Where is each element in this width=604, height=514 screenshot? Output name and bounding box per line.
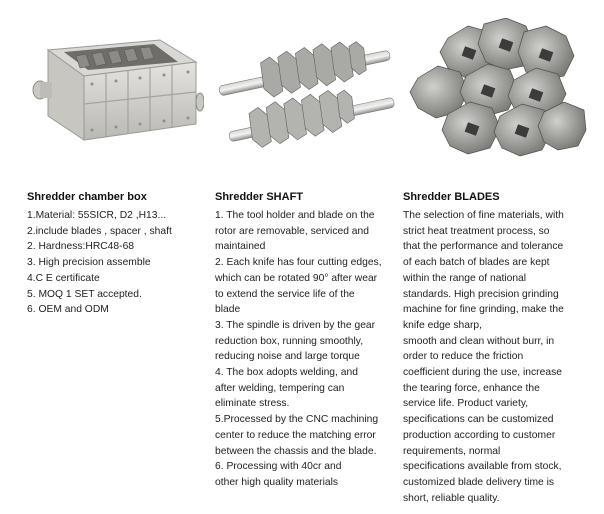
list-item: 4.C E certificate xyxy=(27,272,100,284)
list-item: service life. Product variety, xyxy=(403,398,529,410)
list-item: short, reliable quality. xyxy=(403,492,500,504)
list-item: reduction box, running smoothly, xyxy=(215,335,364,347)
list-item: rotor are removable, serviced and xyxy=(215,225,369,237)
list-item: blade xyxy=(215,304,241,316)
shaft-description xyxy=(215,208,382,491)
list-item: 2. Each knife has four cutting edges, xyxy=(215,257,382,269)
shaft-heading: Shredder SHAFT xyxy=(215,191,304,203)
list-item: 2.include blades , spacer , shaft xyxy=(27,225,172,237)
list-item: order to reduce the friction xyxy=(403,351,524,363)
list-item: reducing noise and large torque xyxy=(215,351,360,363)
list-item: 1.Material: 55SICR, D2 ,H13... xyxy=(27,210,167,221)
blades-heading: Shredder BLADES xyxy=(403,191,500,203)
list-item: 5. MOQ 1 SET accepted. xyxy=(27,288,142,300)
list-item: 4. The box adopts welding, and xyxy=(215,367,358,379)
list-item: 5.Processed by the CNC machining xyxy=(215,414,379,426)
list-item: other high quality materials xyxy=(215,476,339,488)
list-item: machine for fine grinding, make the xyxy=(403,304,564,316)
list-item: maintained xyxy=(215,241,266,253)
list-item: 3. High precision assemble xyxy=(27,257,151,269)
shredder-shaft-image xyxy=(212,30,398,156)
list-item: after welding, tempering can xyxy=(215,382,345,394)
list-item: eliminate stress. xyxy=(215,398,290,410)
list-item: the tearing force, enhance the xyxy=(403,382,540,394)
list-item: customized blade delivery time is xyxy=(403,476,555,488)
blades-description xyxy=(403,208,564,506)
list-item: of each batch of blades are kept xyxy=(403,257,550,269)
list-item: knife edge sharp, xyxy=(403,319,482,331)
list-item: strict heat treatment process, so xyxy=(403,225,550,237)
list-item: specifications can be customized xyxy=(403,414,554,426)
list-item: between the chassis and the blade. xyxy=(215,445,377,457)
chamber-box-heading: Shredder chamber box xyxy=(27,191,147,203)
list-item: within the range of national xyxy=(403,272,527,284)
list-item: 3. The spindle is driven by the gear xyxy=(215,319,376,331)
shredder-blades-image xyxy=(408,18,588,168)
list-item: 2. Hardness:HRC48-68 xyxy=(27,241,135,253)
list-item: coefficient during the use, increase xyxy=(403,367,562,379)
chamber-box-spec-list xyxy=(27,208,172,318)
list-item: center to reduce the matching error xyxy=(215,429,376,441)
list-item: The selection of fine materials, with xyxy=(403,210,564,221)
list-item: smooth and clean without burr, in xyxy=(403,335,555,347)
list-item: production according to customer xyxy=(403,429,556,441)
list-item: specifications available from stock, xyxy=(403,461,562,473)
list-item: 6. OEM and ODM xyxy=(27,304,109,316)
list-item: 1. The tool holder and blade on the xyxy=(215,210,375,221)
list-item: standards. High precision grinding xyxy=(403,288,559,300)
shredder-chamber-box-image xyxy=(28,32,204,150)
list-item: 6. Processing with 40cr and xyxy=(215,461,342,473)
list-item: which can be rotated 90° after wear xyxy=(215,272,378,284)
list-item: requirements, normal xyxy=(403,445,501,457)
list-item: to extend the service life of the xyxy=(215,288,355,300)
list-item: that the performance and tolerance xyxy=(403,241,564,253)
